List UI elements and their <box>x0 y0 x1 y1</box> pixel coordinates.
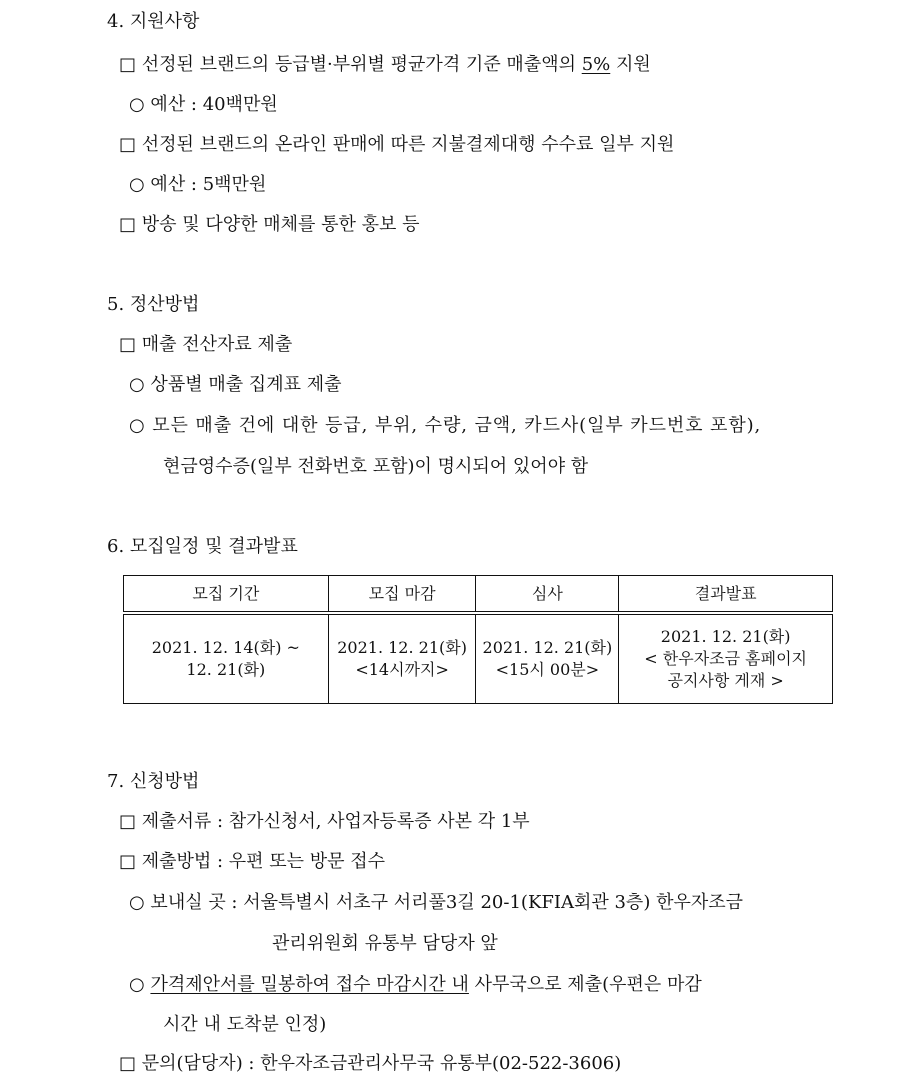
s7-item-5 <box>129 973 702 997</box>
cell-result-line-2: < 한우자조금 홈페이지 <box>644 649 807 668</box>
s5-item-3-text: ○ 모든 매출 건에 대한 등급, 부위, 수량, 금액, 카드사(일부 카드번호 포함), <box>129 415 762 436</box>
s4-item-1-post: 지원 <box>610 54 651 75</box>
section-7-title: 7. 신청방법 <box>107 771 200 792</box>
s4-item-1-pre: □ 선정된 브랜드의 등급별·부위별 평균가격 기준 매출액의 <box>119 54 582 75</box>
header-review: 심사 <box>476 576 619 614</box>
schedule-table <box>123 575 833 704</box>
cell-deadline-line-2: <14시까지> <box>355 660 449 679</box>
cell-period-line-1: 2021. 12. 14(화) ~ <box>151 638 300 657</box>
s4-item-4: ○ 예산 : 5백만원 <box>129 174 267 195</box>
cell-period-line-2: 12. 21(화) <box>186 660 266 679</box>
schedule-row <box>124 613 833 704</box>
s7-item-4: 관리위원회 유통부 담당자 앞 <box>272 933 498 954</box>
cell-review <box>476 613 619 704</box>
s5-item-3 <box>129 414 832 438</box>
s5-item-1: □ 매출 전산자료 제출 <box>119 334 293 355</box>
cell-result-line-3: 공지사항 게재 > <box>667 671 784 690</box>
s7-item-1: □ 제출서류 : 참가신청서, 사업자등록증 사본 각 1부 <box>119 811 530 832</box>
s7-item-3: ○ 보내실 곳 : 서울특별시 서초구 서리풀3길 20-1(KFIA회관 3층) 한우자조금 <box>129 892 744 913</box>
section-5-title: 5. 정산방법 <box>107 294 200 315</box>
header-result: 결과발표 <box>619 576 833 614</box>
s7-item-2: □ 제출방법 : 우편 또는 방문 접수 <box>119 851 386 872</box>
header-deadline: 모집 마감 <box>328 576 476 614</box>
section-6-title: 6. 모집일정 및 결과발표 <box>107 536 298 557</box>
s7-item-5-bullet: ○ <box>129 974 151 995</box>
cell-period <box>124 613 329 704</box>
s5-item-4: 현금영수증(일부 전화번호 포함)이 명시되어 있어야 함 <box>163 456 589 477</box>
s4-item-2: ○ 예산 : 40백만원 <box>129 94 278 115</box>
s4-item-1-em: 5% <box>581 54 611 75</box>
schedule-header-row <box>124 576 833 614</box>
s5-item-2: ○ 상품별 매출 집계표 제출 <box>129 374 342 395</box>
cell-review-line-2: <15시 00분> <box>495 660 600 679</box>
s7-item-5-post: 사무국으로 제출(우편은 마감 <box>468 974 702 995</box>
cell-deadline-line-1: 2021. 12. 21(화) <box>337 638 467 657</box>
cell-deadline <box>328 613 476 704</box>
cell-result-line-1: 2021. 12. 21(화) <box>660 627 791 646</box>
cell-review-line-1: 2021. 12. 21(화) <box>482 638 613 657</box>
cell-result <box>619 613 833 704</box>
s4-item-5: □ 방송 및 다양한 매체를 통한 홍보 등 <box>119 214 420 235</box>
s7-item-7: □ 문의(담당자) : 한우자조금관리사무국 유통부(02-522-3606) <box>119 1053 622 1074</box>
s4-item-1 <box>119 53 651 77</box>
s7-item-5-em: 가격제안서를 밀봉하여 접수 마감시간 내 <box>150 974 469 995</box>
s7-item-6: 시간 내 도착분 인정) <box>163 1014 327 1035</box>
section-4-title: 4. 지원사항 <box>107 11 200 32</box>
header-period: 모집 기간 <box>124 576 329 614</box>
s4-item-3: □ 선정된 브랜드의 온라인 판매에 따른 지불결제대행 수수료 일부 지원 <box>119 134 675 155</box>
